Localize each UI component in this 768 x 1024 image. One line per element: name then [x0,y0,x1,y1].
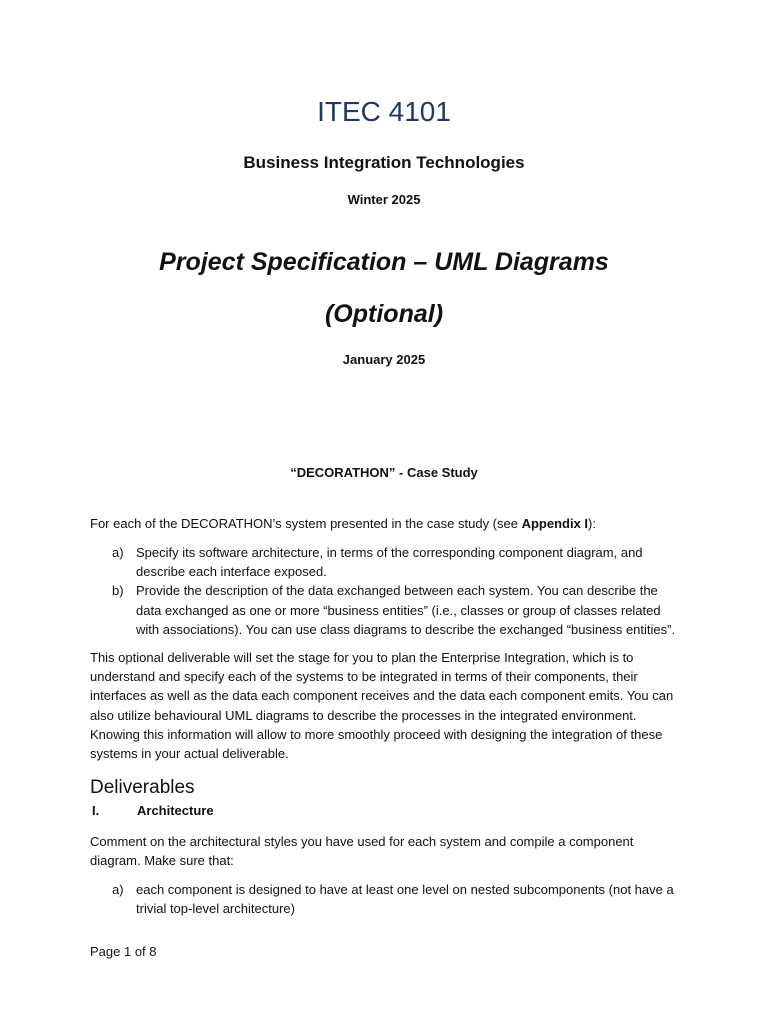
course-code: ITEC 4101 [317,96,451,127]
list-item-text: each component is designed to have at least one level on nested subcomponents (not have a trivial top-level architecture) [136,882,674,917]
list-item-text: Provide the description of the data exchanged between each system. You can describe the data exchanged as one or more “business entities” (i.e., classes or group of classes related with associations). You can use class diagrams to describe the exchanged “business entities”. [136,583,676,637]
list-marker: b) [112,583,124,599]
section-number: I. [92,803,100,818]
case-study-title: “DECORATHON” - Case Study [290,465,478,480]
list-marker: a) [112,545,124,560]
list-item [112,880,680,918]
requirements-list [112,543,680,639]
document-subtitle: (Optional) [324,300,444,328]
document-title: Project Specification – UML Diagrams [159,248,609,276]
list-marker: a) [112,882,124,897]
section-heading [90,803,214,818]
list-item [112,543,680,581]
list-item-text: Specify its software architecture, in terms of the corresponding component diagram, and describe each interface exposed. [136,545,643,580]
optional-paragraph: This optional deliverable will set the stage for you to plan the Enterprise Integration, which is to understand and specify each of the systems to be integrated in terms of their components, their interfaces as well as the data each component receives and the data each component emits. You can also utilize behavioural UML diagrams to describe the processes in the integrated environment. Knowing this information will allow to more smoothly proceed with designing the integration of these systems in your actual deliverable. [90,650,674,762]
architecture-list [112,880,680,918]
deliverables-heading: Deliverables [90,777,195,798]
intro-text-after: ): [588,516,596,531]
course-name: Business Integration Technologies [243,153,525,172]
document-date: January 2025 [342,352,426,367]
list-item [112,581,680,639]
term: Winter 2025 [347,192,421,207]
intro-paragraph [90,514,680,533]
appendix-reference: Appendix I [521,516,589,531]
page-number: Page 1 of 8 [90,944,157,959]
architecture-paragraph: Comment on the architectural styles you have used for each system and compile a component diagram. Make sure that: [90,834,634,869]
intro-text-before: For each of the DECORATHON’s system presented in the case study (see [90,516,522,531]
section-title: Architecture [137,803,214,818]
